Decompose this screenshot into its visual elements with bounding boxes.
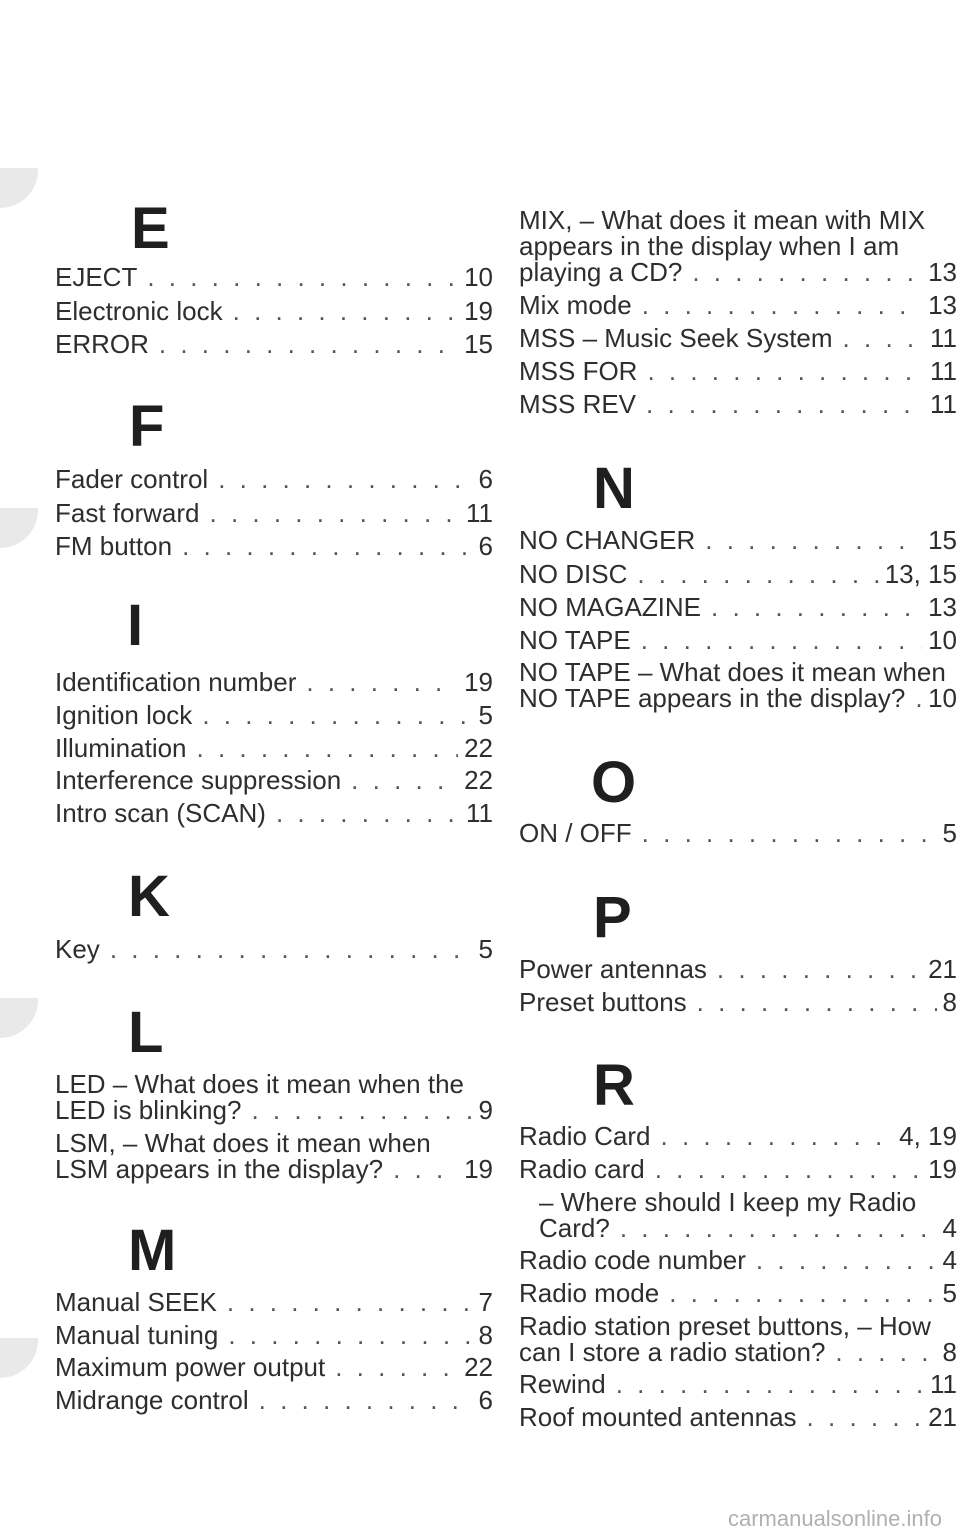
entry-term: NO DISC bbox=[519, 559, 628, 589]
dot-leader bbox=[717, 956, 922, 982]
entry-page: 5 bbox=[478, 934, 493, 964]
index-entry bbox=[55, 1071, 493, 1123]
index-entry bbox=[519, 527, 957, 553]
index-entry bbox=[519, 1371, 957, 1397]
entry-term: FM button bbox=[55, 531, 173, 561]
index-entry bbox=[519, 561, 957, 587]
entry-page: 10 bbox=[928, 683, 957, 713]
entry-term-line: MIX, – What does it mean with MIX bbox=[519, 205, 926, 235]
index-entry bbox=[55, 500, 493, 526]
dot-leader bbox=[335, 1354, 458, 1380]
section-letter-p: P bbox=[593, 885, 632, 950]
index-entry bbox=[519, 820, 957, 846]
entry-page: 21 bbox=[928, 1402, 957, 1432]
entry-term-line: – Where should I keep my Radio bbox=[539, 1187, 917, 1217]
index-entry bbox=[519, 956, 957, 982]
entry-page: 22 bbox=[464, 1352, 493, 1382]
dot-leader bbox=[182, 533, 472, 559]
dot-leader bbox=[915, 685, 922, 711]
entry-term: Identification number bbox=[55, 667, 297, 697]
section-letter-f: F bbox=[129, 394, 165, 459]
entry-term: Radio mode bbox=[519, 1278, 660, 1308]
entry-term: Illumination bbox=[55, 733, 187, 763]
scan-mark bbox=[0, 1338, 38, 1378]
entry-term: can I store a radio station? bbox=[519, 1337, 826, 1367]
entry-page: 6 bbox=[478, 531, 493, 561]
index-entry bbox=[55, 735, 493, 761]
index-entry bbox=[519, 1280, 957, 1306]
entry-term-line: LSM, – What does it mean when bbox=[55, 1128, 431, 1158]
dot-leader bbox=[646, 391, 924, 417]
index-entry bbox=[55, 1354, 493, 1380]
entry-page: 13 bbox=[928, 290, 957, 320]
entry-term-line: appears in the display when I am bbox=[519, 231, 900, 261]
entry-term: Rewind bbox=[519, 1369, 606, 1399]
index-entry bbox=[519, 391, 957, 417]
entry-page: 5 bbox=[942, 1278, 957, 1308]
scan-mark bbox=[0, 168, 38, 208]
index-entry bbox=[55, 767, 493, 793]
entry-term: Fader control bbox=[55, 464, 209, 494]
entry-page: 11 bbox=[466, 798, 493, 828]
entry-page: 7 bbox=[478, 1287, 493, 1317]
dot-leader bbox=[637, 561, 878, 587]
entry-term: Power antennas bbox=[519, 954, 707, 984]
dot-leader bbox=[251, 1097, 472, 1123]
entry-term: Preset buttons bbox=[519, 987, 687, 1017]
index-entry bbox=[519, 1404, 957, 1430]
entry-term: Interference suppression bbox=[55, 765, 342, 795]
dot-leader bbox=[306, 669, 458, 695]
dot-leader bbox=[843, 325, 924, 351]
entry-term-line: LED – What does it mean when the bbox=[55, 1069, 465, 1099]
dot-leader bbox=[210, 500, 461, 526]
index-entry bbox=[519, 1313, 957, 1365]
dot-leader bbox=[661, 1123, 894, 1149]
index-entry bbox=[55, 533, 493, 559]
index-entry bbox=[55, 1130, 493, 1182]
index-entry bbox=[55, 800, 493, 826]
index-entry bbox=[519, 1156, 957, 1182]
entry-page: 19 bbox=[928, 1154, 957, 1184]
entry-page: 6 bbox=[478, 1385, 493, 1415]
index-entry bbox=[519, 659, 957, 711]
entry-page: 13 bbox=[928, 257, 957, 287]
index-entry bbox=[519, 1247, 957, 1273]
dot-leader bbox=[351, 767, 458, 793]
entry-page: 10 bbox=[464, 262, 493, 292]
entry-term: Electronic lock bbox=[55, 296, 223, 326]
entry-page: 5 bbox=[478, 700, 493, 730]
entry-page: 4 bbox=[942, 1213, 957, 1243]
entry-term: Manual SEEK bbox=[55, 1287, 217, 1317]
dot-leader bbox=[259, 1387, 473, 1413]
section-letter-i: I bbox=[127, 593, 144, 658]
entry-term: NO TAPE appears in the display? bbox=[519, 683, 906, 713]
entry-page: 13, 15 bbox=[884, 559, 957, 589]
entry-page: 21 bbox=[928, 954, 957, 984]
index-entry bbox=[55, 702, 493, 728]
entry-term: Radio code number bbox=[519, 1245, 746, 1275]
entry-term: EJECT bbox=[55, 262, 138, 292]
index-entry bbox=[55, 298, 493, 324]
section-letter-m: M bbox=[128, 1218, 177, 1283]
dot-leader bbox=[276, 800, 460, 826]
entry-page: 10 bbox=[928, 625, 957, 655]
index-entry bbox=[55, 1387, 493, 1413]
entry-term: Card? bbox=[539, 1213, 610, 1243]
watermark[interactable]: carmanualsonline.info bbox=[727, 1506, 942, 1531]
entry-page: 6 bbox=[478, 464, 493, 494]
index-entry bbox=[55, 1322, 493, 1348]
entry-term: NO MAGAZINE bbox=[519, 592, 702, 622]
entry-term: Roof mounted antennas bbox=[519, 1402, 797, 1432]
entry-term: LSM appears in the display? bbox=[55, 1154, 384, 1184]
entry-term: ON / OFF bbox=[519, 818, 632, 848]
entry-term: NO TAPE bbox=[519, 625, 631, 655]
entry-page: 9 bbox=[478, 1095, 493, 1125]
entry-term: Midrange control bbox=[55, 1385, 249, 1415]
dot-leader bbox=[218, 466, 472, 492]
entry-term: NO CHANGER bbox=[519, 525, 696, 555]
index-entry bbox=[55, 466, 493, 492]
entry-page: 13 bbox=[928, 592, 957, 622]
index-entry bbox=[519, 1123, 957, 1149]
dot-leader bbox=[233, 298, 458, 324]
section-letter-o: O bbox=[591, 750, 637, 815]
entry-term: MSS REV bbox=[519, 389, 637, 419]
entry-term-line: Radio station preset buttons, – How bbox=[519, 1311, 931, 1341]
section-letter-n: N bbox=[593, 456, 635, 521]
entry-term: Mix mode bbox=[519, 290, 632, 320]
section-letter-l: L bbox=[128, 1000, 164, 1065]
entry-page: 11 bbox=[930, 389, 957, 419]
dot-leader bbox=[705, 527, 922, 553]
index-entry bbox=[519, 989, 957, 1015]
index-entry bbox=[519, 358, 957, 384]
entry-term: playing a CD? bbox=[519, 257, 683, 287]
entry-term: Fast forward bbox=[55, 498, 200, 528]
index-entry bbox=[55, 331, 493, 357]
index-entry bbox=[55, 936, 493, 962]
entry-term: ERROR bbox=[55, 329, 149, 359]
entry-page: 15 bbox=[464, 329, 493, 359]
section-letter-r: R bbox=[593, 1053, 635, 1118]
dot-leader bbox=[228, 1322, 472, 1348]
entry-term-line: NO TAPE – What does it mean when bbox=[519, 657, 946, 687]
dot-leader bbox=[393, 1156, 458, 1182]
section-letter-e: E bbox=[131, 196, 170, 261]
dot-leader bbox=[227, 1289, 473, 1315]
entry-page: 11 bbox=[930, 356, 957, 386]
entry-term: MSS – Music Seek System bbox=[519, 323, 833, 353]
entry-page: 4 bbox=[942, 1245, 957, 1275]
entry-term: Radio Card bbox=[519, 1121, 651, 1151]
index-entry bbox=[519, 292, 957, 318]
entry-page: 8 bbox=[942, 987, 957, 1017]
dot-leader bbox=[692, 259, 922, 285]
index-entry bbox=[55, 264, 493, 290]
index-entry bbox=[519, 1189, 957, 1241]
index-entry bbox=[55, 1289, 493, 1315]
index-entry bbox=[55, 669, 493, 695]
entry-page: 8 bbox=[942, 1337, 957, 1367]
dot-leader bbox=[642, 292, 922, 318]
entry-page: 22 bbox=[464, 765, 493, 795]
entry-page: 19 bbox=[464, 1154, 493, 1184]
entry-term: Maximum power output bbox=[55, 1352, 326, 1382]
entry-page: 15 bbox=[928, 525, 957, 555]
entry-term: Radio card bbox=[519, 1154, 645, 1184]
section-letter-k: K bbox=[128, 864, 170, 929]
entry-page: 4, 19 bbox=[899, 1121, 957, 1151]
dot-leader bbox=[835, 1339, 936, 1365]
dot-leader bbox=[110, 936, 473, 962]
dot-leader bbox=[697, 989, 937, 1015]
index-entry bbox=[519, 207, 957, 285]
entry-term: LED is blinking? bbox=[55, 1095, 242, 1125]
entry-term: Ignition lock bbox=[55, 700, 193, 730]
dot-leader bbox=[641, 627, 922, 653]
dot-leader bbox=[642, 820, 937, 846]
entry-term: MSS FOR bbox=[519, 356, 638, 386]
dot-leader bbox=[620, 1215, 937, 1241]
entry-page: 8 bbox=[478, 1320, 493, 1350]
entry-page: 19 bbox=[464, 296, 493, 326]
dot-leader bbox=[655, 1156, 922, 1182]
index-entry bbox=[519, 594, 957, 620]
entry-page: 5 bbox=[942, 818, 957, 848]
entry-term: Intro scan (SCAN) bbox=[55, 798, 266, 828]
scan-mark bbox=[0, 508, 38, 548]
dot-leader bbox=[202, 702, 472, 728]
dot-leader bbox=[159, 331, 458, 357]
dot-leader bbox=[647, 358, 924, 384]
index-entry bbox=[519, 627, 957, 653]
entry-page: 11 bbox=[930, 323, 957, 353]
dot-leader bbox=[616, 1371, 924, 1397]
dot-leader bbox=[197, 735, 459, 761]
entry-page: 11 bbox=[930, 1369, 957, 1399]
entry-page: 22 bbox=[464, 733, 493, 763]
dot-leader bbox=[669, 1280, 936, 1306]
scan-mark bbox=[0, 998, 38, 1038]
dot-leader bbox=[711, 594, 922, 620]
entry-page: 19 bbox=[464, 667, 493, 697]
dot-leader bbox=[147, 264, 458, 290]
dot-leader bbox=[756, 1247, 937, 1273]
entry-term: Key bbox=[55, 934, 100, 964]
entry-page: 11 bbox=[466, 498, 493, 528]
entry-term: Manual tuning bbox=[55, 1320, 219, 1350]
dot-leader bbox=[807, 1404, 923, 1430]
index-entry bbox=[519, 325, 957, 351]
